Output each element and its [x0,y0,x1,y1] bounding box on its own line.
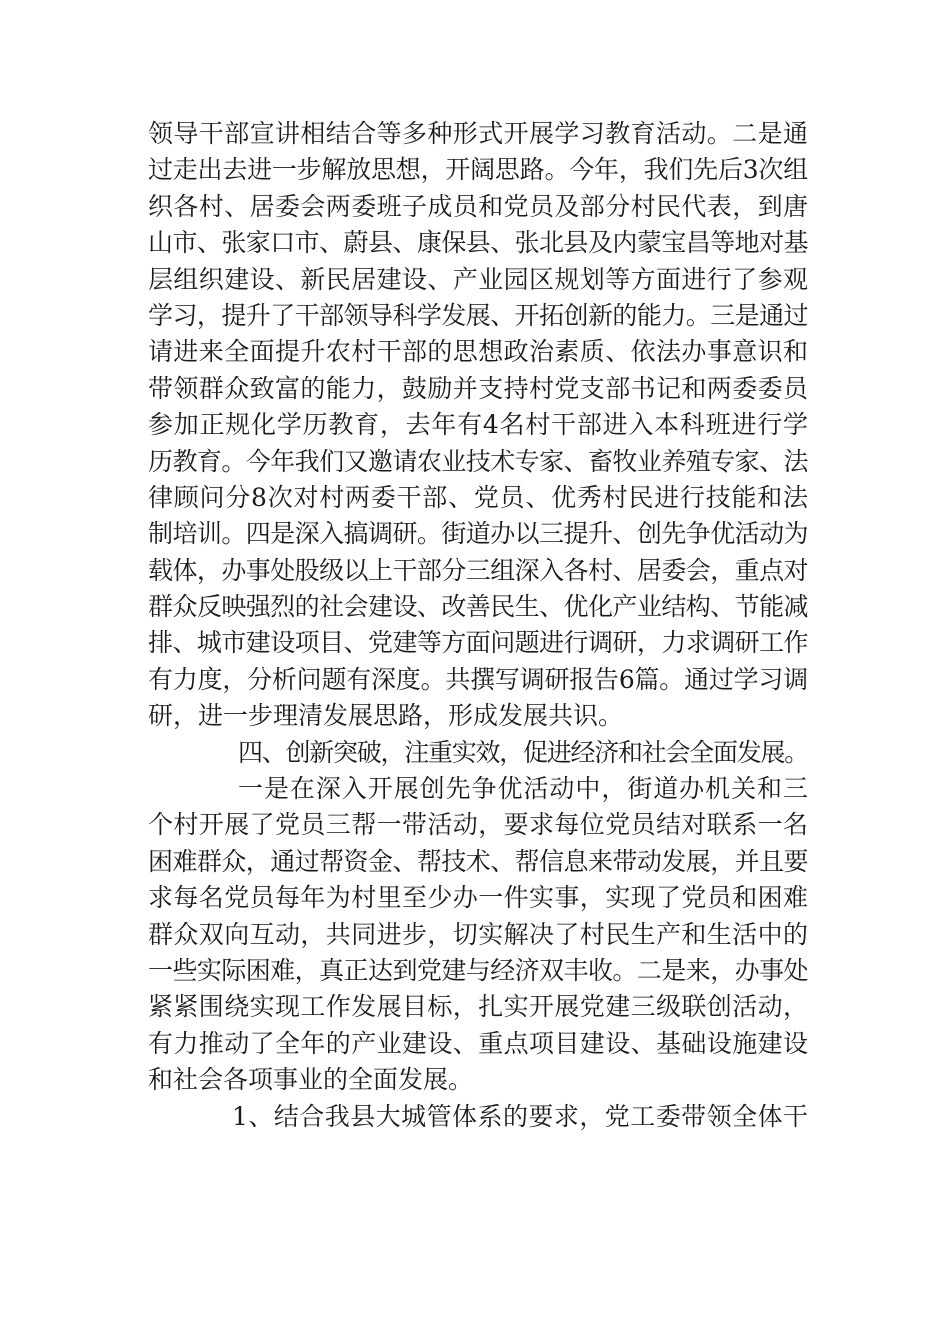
text-line: 层组织建设、新民居建设、产业园区规划等方面进行了参观 [148,264,809,294]
text-line: 织各村、居委会两委班子成员和党员及部分村民代表，到唐 [148,191,809,221]
text-line: 领导干部宣讲相结合等多种形式开展学习教育活动。二是通 [148,119,809,148]
text-line: 历教育。今年我们又邀请农业技术专家、畜牧业养殖专家、法 [148,446,808,476]
text-line: 参加正规化学历教育，去年有4名村干部进入本科班进行学 [148,410,809,440]
paragraph-first-line: 一是在深入开展创先争优活动中，街道办机关和三 [238,774,809,804]
text-line: 群众双向互动，共同进步，切实解决了村民生产和生活中的 [148,919,809,949]
text-line: 个村开展了党员三帮一带活动，要求每位党员结对联系一名 [148,810,809,840]
text-line: 排、城市建设项目、党建等方面问题进行调研，力求调研工作 [148,628,808,658]
paragraph-end-line: 研，进一步理清发展思路，形成发展共识。 [148,701,624,731]
text-line: 一些实际困难，真正达到党建与经济双丰收。二是来，办事处 [148,955,808,985]
text-line: 制培训。四是深入搞调研。街道办以三提升、创先争优活动为 [148,519,808,549]
section-heading: 四、创新突破，注重实效，促进经济和社会全面发展。 [238,737,808,767]
text-line: 紧紧围绕实现工作发展目标，扎实开展党建三级联创活动， [148,992,809,1022]
text-line: 山市、张家口市、蔚县、康保县、张北县及内蒙宝昌等地对基 [148,228,808,258]
text-line: 学习，提升了干部领导科学发展、开拓创新的能力。三是通过 [148,300,808,330]
text-line: 载体，办事处股级以上干部分三组深入各村、居委会，重点对 [148,555,808,585]
text-line: 群众反映强烈的社会建设、改善民生、优化产业结构、节能减 [148,592,808,622]
text-line: 求每名党员每年为村里至少办一件实事，实现了党员和困难 [148,883,809,913]
text-line: 过走出去进一步解放思想，开阔思路。今年，我们先后3次组 [148,155,808,185]
text-line: 有力推动了全年的产业建设、重点项目建设、基础设施建设 [148,1028,809,1058]
paragraph-end-line: 和社会各项事业的全面发展。 [148,1065,474,1095]
text-line: 带领群众致富的能力，鼓励并支持村党支部书记和两委委员 [148,373,809,403]
document-body [148,116,808,1135]
text-line: 律顾问分8次对村两委干部、党员、优秀村民进行技能和法 [148,482,809,512]
paragraph-first-line: 1、结合我县大城管体系的要求，党工委带领全体干 [232,1101,809,1131]
text-line: 有力度，分析问题有深度。共撰写调研报告6篇。通过学习调 [148,664,808,694]
text-line: 请进来全面提升农村干部的思想政治素质、依法办事意识和 [148,337,809,367]
text-line: 困难群众，通过帮资金、帮技术、帮信息来带动发展，并且要 [148,846,808,876]
